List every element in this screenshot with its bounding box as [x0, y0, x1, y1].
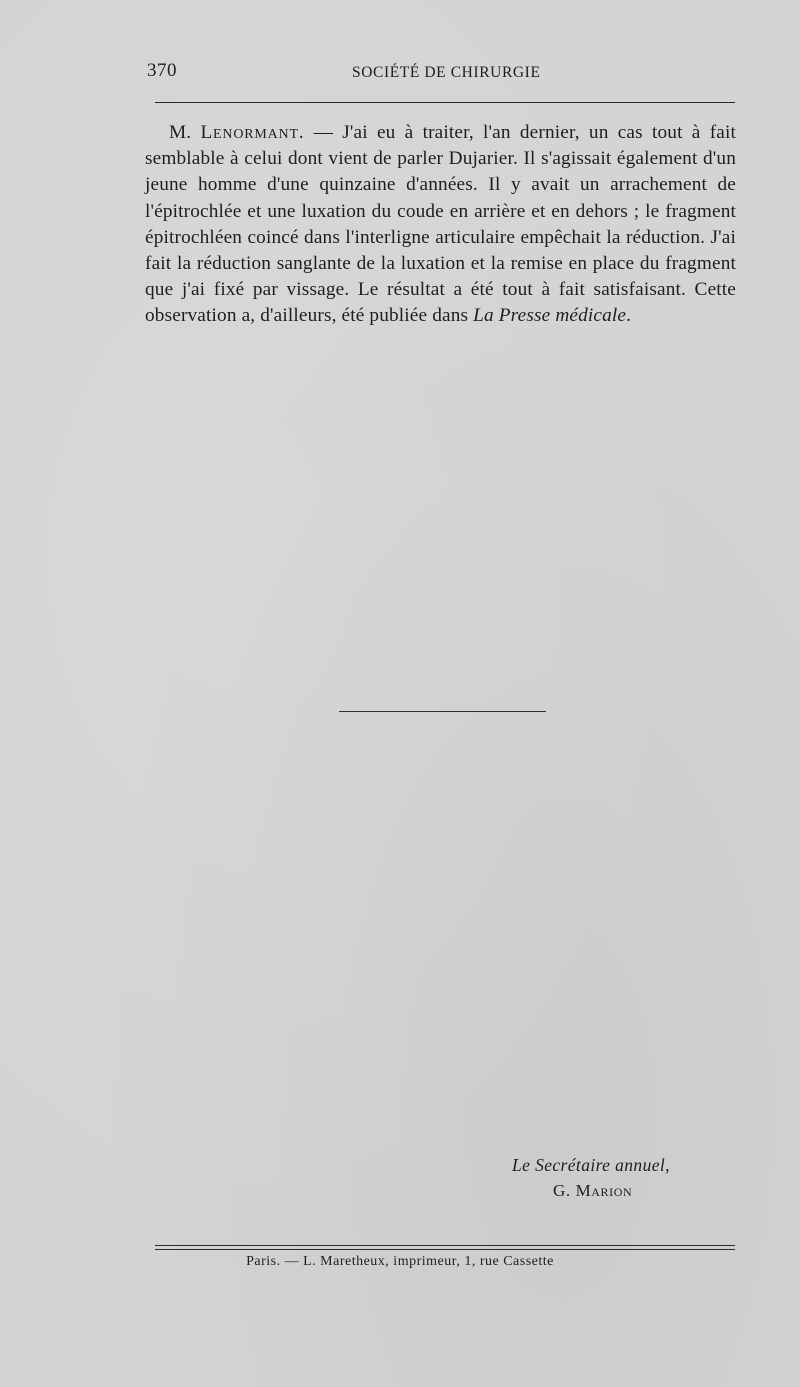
running-head: SOCIÉTÉ DE CHIRURGIE [352, 64, 541, 81]
section-divider [339, 711, 546, 712]
page-number: 370 [147, 60, 177, 81]
body-paragraph [145, 120, 736, 330]
paragraph-end: . [626, 305, 632, 327]
journal-title: La Presse médicale [473, 305, 627, 327]
footer-rule-thin [155, 1249, 735, 1250]
imprint-line: Paris. — L. Maretheux, imprimeur, 1, rue Cassette [246, 1254, 554, 1269]
speaker-initial: M. [169, 122, 192, 143]
signature-name: G. Marion [553, 1181, 633, 1200]
footer-rule [155, 1245, 735, 1246]
paragraph-text: — J'ai eu à traiter, l'an dernier, un cas tout à fait semblable à celui dont vient de parler Dujarier. Il s'agissait également d'un jeune homme d'une quinzaine d'années. Il y avait un arrachement de l'épitrochlée et une luxation du coude en arrière et en dehors ; le fragment épitrochléen coincé dans l'interligne articulaire empêchait la réduction. J'ai fait la réduction sanglante de la luxation et la remise en place du fragment que j'ai fixé par vissage. Le résultat a été tout à fait satisfaisant. Cette observation a, d'ailleurs, été publiée dans [145, 122, 736, 327]
header-rule [155, 102, 735, 103]
signature-title: Le Secrétaire annuel, [512, 1155, 670, 1175]
speaker-name: Lenormant. [200, 122, 305, 143]
